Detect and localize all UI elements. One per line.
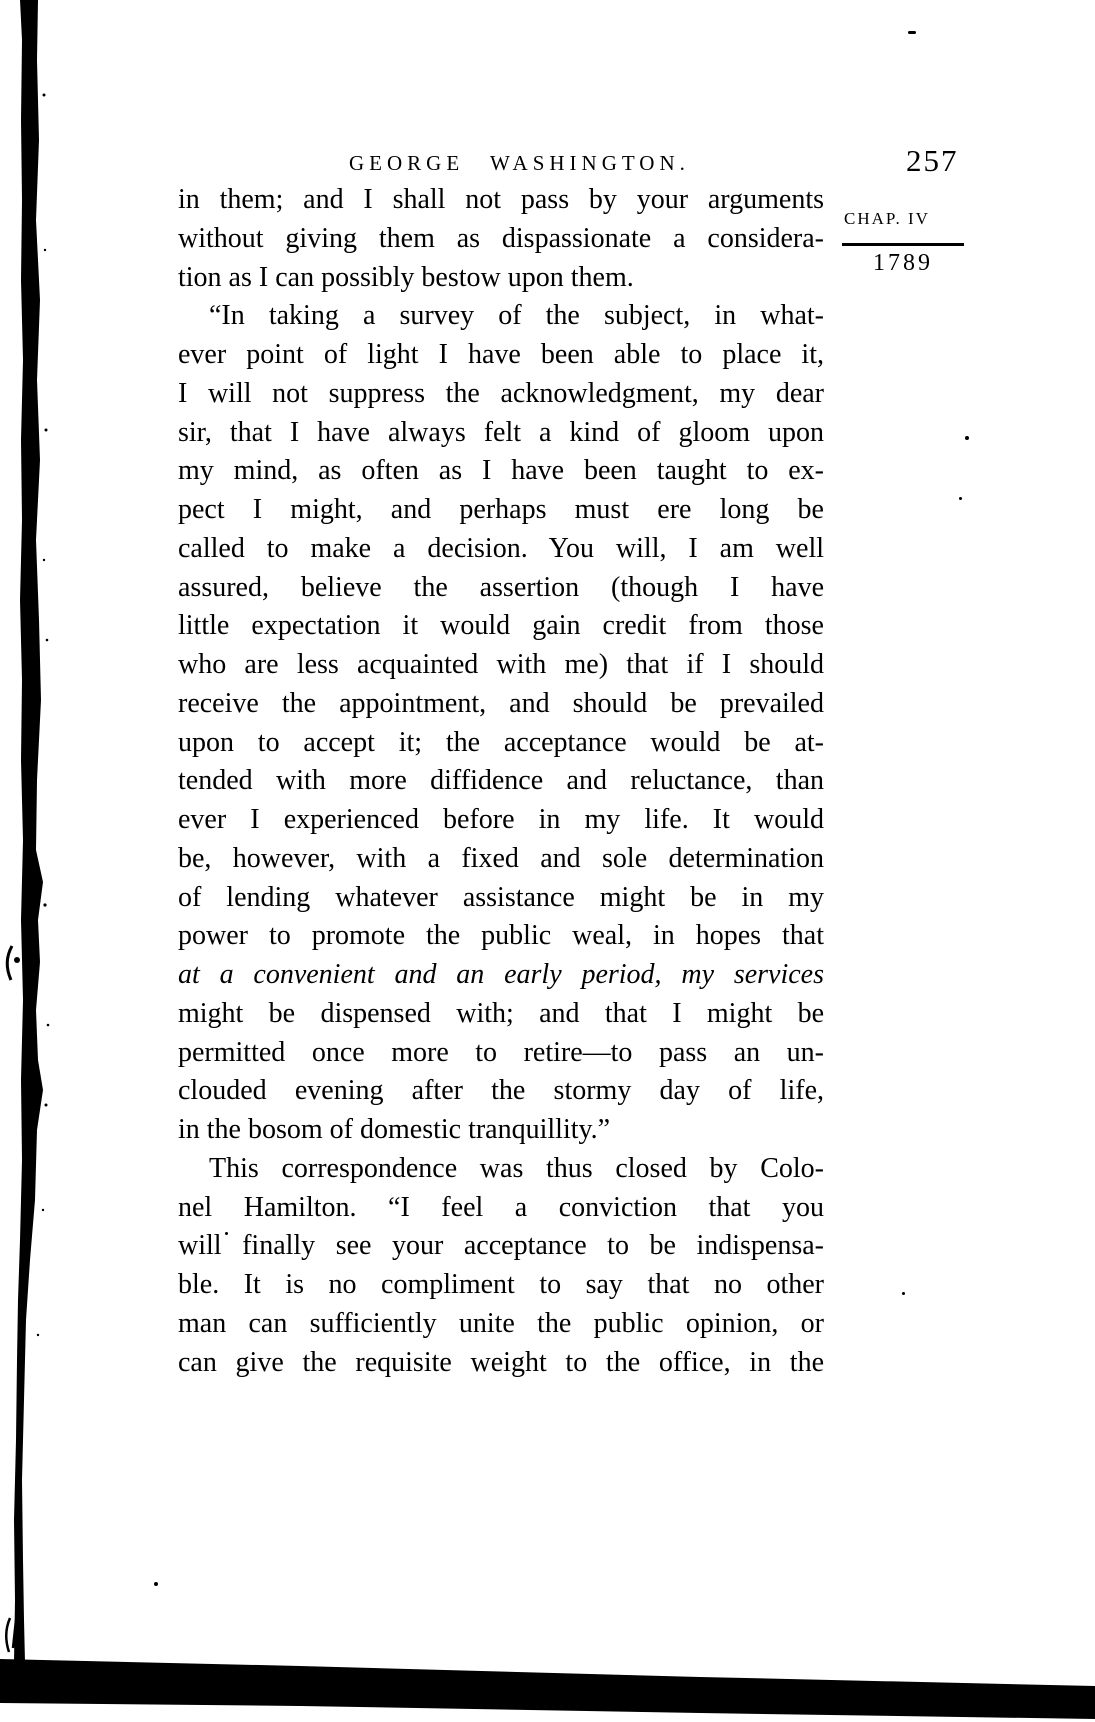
text-line: might be dispensed with; and that I might be — [178, 997, 824, 1029]
text-line: assured, believe the assertion (though I have — [178, 571, 824, 603]
bottom-scan-bar — [0, 1650, 1095, 1722]
text-line: without giving them as dispassionate a considera- — [178, 222, 824, 254]
ink-speck — [965, 436, 969, 440]
text-line: can give the requisite weight to the office, in the — [178, 1346, 824, 1378]
body-text — [178, 181, 824, 1382]
text-line: “In taking a survey of the subject, in what- — [209, 300, 824, 332]
ink-speck — [154, 1582, 158, 1586]
text-line: in them; and I shall not pass by your arguments — [178, 184, 824, 215]
text-line: in the bosom of domestic tranquillity.” — [178, 1114, 611, 1145]
text-line: at a convenient and an early period, my services — [178, 959, 824, 990]
text-line: This correspondence was thus closed by Colo- — [209, 1152, 824, 1184]
text-line: man can sufficiently unite the public opinion, or — [178, 1307, 824, 1339]
margin-year-note: 1789 — [873, 250, 933, 276]
margin-chapter-note: CHAP. IV — [844, 209, 930, 228]
text-line: receive the appointment, and should be prevailed — [178, 687, 824, 719]
binding-edge-shadow — [0, 0, 60, 1722]
margin-rule — [842, 243, 964, 246]
text-line: tion as I can possibly bestow upon them. — [178, 261, 634, 293]
text-line: of lending whatever assistance might be in my — [178, 881, 824, 913]
ink-speck — [902, 1292, 905, 1295]
text-line: my mind, as often as I have been taught to ex- — [178, 455, 824, 487]
ink-speck — [959, 497, 962, 500]
running-title: GEORGE WASHINGTON. — [349, 151, 690, 175]
text-line: be, however, with a fixed and sole determination — [178, 842, 824, 874]
text-line: tended with more diffidence and reluctance, than — [178, 765, 824, 797]
text-line: pect I might, and perhaps must ere long be — [178, 494, 824, 525]
text-line: ble. It is no compliment to say that no other — [178, 1269, 824, 1300]
text-line: sir, that I have always felt a kind of gloom upon — [178, 416, 824, 448]
text-line: called to make a decision. You will, I am well — [178, 532, 824, 564]
text-line: ever point of light I have been able to place it, — [178, 339, 824, 370]
text-line: ever I experienced before in my life. It would — [178, 804, 824, 835]
text-line: permitted once more to retire—to pass an un- — [178, 1036, 824, 1068]
text-line: little expectation it would gain credit from those — [178, 610, 824, 642]
text-line: nel Hamilton. “I feel a conviction that you — [178, 1191, 824, 1223]
text-line: I will not suppress the acknowledgment, my dear — [178, 377, 824, 409]
text-line: upon to accept it; the acceptance would be at- — [178, 726, 824, 758]
text-line: clouded evening after the stormy day of life, — [178, 1075, 824, 1107]
text-line: who are less acquainted with me) that if I should — [178, 649, 824, 680]
ink-speck — [908, 31, 916, 34]
page-number: 257 — [906, 143, 959, 178]
text-line: power to promote the public weal, in hopes that — [178, 920, 824, 952]
text-line: will finally see your acceptance to be indispensa- — [178, 1230, 824, 1262]
